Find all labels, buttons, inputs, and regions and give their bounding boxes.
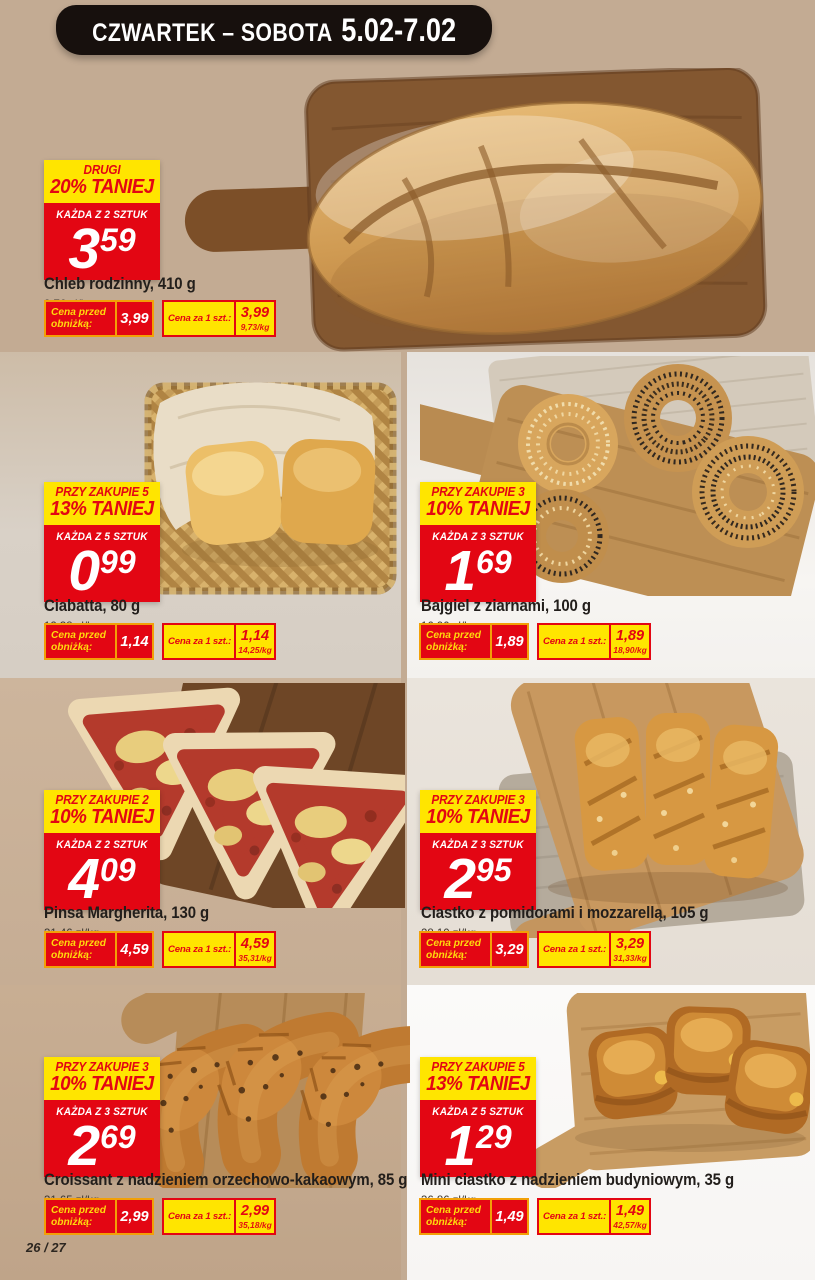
date-banner (56, 5, 492, 55)
badge-price (44, 1100, 160, 1177)
per-item-price: 1,49 (615, 1203, 645, 1219)
promo-badge (420, 482, 536, 602)
old-price-value: 2,99 (120, 1208, 149, 1225)
per-item-unit: 35,18/kg (238, 1219, 272, 1230)
per-item-bar: Cena za 1 szt.: 3,99 9,73/kg (162, 300, 276, 337)
badge-qty: KAŻDA Z 5 SZTUK (432, 1106, 524, 1118)
per-item-price: 3,99 (240, 305, 270, 321)
badge-discount: PRZY ZAKUPIE 5 13% TANIEJ (420, 1057, 536, 1100)
badge-price (420, 833, 536, 910)
badge-price (44, 833, 160, 910)
per-item-unit: 14,25/kg (238, 644, 272, 655)
badge-qty: KAŻDA Z 3 SZTUK (432, 531, 524, 543)
per-item-unit: 31,33/kg (613, 952, 647, 963)
old-price-bar: Cena przed obniżką: 1,89 (419, 623, 529, 660)
old-price-bar: Cena przed obniżką: 3,99 (44, 300, 154, 337)
old-price-value: 3,99 (120, 310, 149, 327)
badge-qty: KAŻDA Z 2 SZTUK (56, 209, 148, 221)
old-price-bar: Cena przed obniżką: 1,14 (44, 623, 154, 660)
old-price-value: 4,59 (120, 941, 149, 958)
old-price-value: 1,49 (495, 1208, 524, 1225)
product-name: Mini ciastko z nadzieniem budyniowym, 35 g (421, 1170, 735, 1189)
badge-qty: KAŻDA Z 3 SZTUK (432, 839, 524, 851)
badge-price (420, 1100, 536, 1177)
badge-qty: KAŻDA Z 2 SZTUK (56, 839, 148, 851)
price-value: 3 59 (68, 217, 136, 281)
badge-discount: PRZY ZAKUPIE 3 10% TANIEJ (44, 1057, 160, 1100)
price-value: 2 69 (68, 1114, 136, 1178)
product-name: Bajgiel z ziarnami, 100 g (421, 596, 591, 615)
product-name: Croissant z nadzieniem orzechowo-kakaowym, 85 g (44, 1170, 408, 1189)
badge-qty: KAŻDA Z 5 SZTUK (56, 531, 148, 543)
per-item-bar: Cena za 1 szt.: 2,99 35,18/kg (162, 1198, 276, 1235)
price-bars (44, 300, 276, 337)
banner-days: CZWARTEK – SOBOTA (91, 18, 333, 47)
per-item-price: 1,89 (615, 628, 645, 644)
per-item-unit: 42,57/kg (613, 1219, 647, 1230)
price-bars (419, 1198, 651, 1235)
per-item-bar: Cena za 1 szt.: 3,29 31,33/kg (537, 931, 651, 968)
badge-price (420, 525, 536, 602)
badge-discount: PRZY ZAKUPIE 2 10% TANIEJ (44, 790, 160, 833)
per-item-unit: 35,31/kg (238, 952, 272, 963)
promo-badge (44, 1057, 160, 1177)
badge-discount: PRZY ZAKUPIE 3 10% TANIEJ (420, 482, 536, 525)
old-price-value: 1,89 (495, 633, 524, 650)
old-price-bar: Cena przed obniżką: 4,59 (44, 931, 154, 968)
product-photo-ciabatta (130, 358, 405, 603)
badge-discount: DRUGI 20% TANIEJ (44, 160, 160, 203)
price-bars (419, 623, 651, 660)
per-item-price: 3,29 (615, 936, 645, 952)
old-price-bar: Cena przed obniżką: 1,49 (419, 1198, 529, 1235)
promo-badge (420, 1057, 536, 1177)
badge-qty: KAŻDA Z 3 SZTUK (56, 1106, 148, 1118)
banner-dates: 5.02-7.02 (341, 11, 457, 48)
price-value: 1 29 (444, 1114, 512, 1178)
old-price-bar: Cena przed obniżką: 2,99 (44, 1198, 154, 1235)
product-name: Pinsa Margherita, 130 g (44, 903, 210, 922)
price-value: 2 95 (444, 847, 512, 911)
price-bars (44, 1198, 276, 1235)
price-bars (419, 931, 651, 968)
promo-badge (44, 482, 160, 602)
product-photo-mini-pastries (500, 993, 810, 1188)
price-value: 4 09 (68, 847, 136, 911)
per-item-price: 4,59 (240, 936, 270, 952)
price-value: 1 69 (444, 539, 512, 603)
per-item-bar: Cena za 1 szt.: 1,14 14,25/kg (162, 623, 276, 660)
badge-price (44, 525, 160, 602)
promo-badge (420, 790, 536, 910)
product-name: Ciastko z pomidorami i mozzarellą, 105 g (421, 903, 709, 922)
old-price-value: 3,29 (495, 941, 524, 958)
badge-discount: PRZY ZAKUPIE 5 13% TANIEJ (44, 482, 160, 525)
per-item-unit: 9,73/kg (240, 321, 270, 332)
page-number: 26 / 27 (26, 1240, 66, 1255)
per-item-bar: Cena za 1 szt.: 1,89 18,90/kg (537, 623, 651, 660)
per-item-bar: Cena za 1 szt.: 1,49 42,57/kg (537, 1198, 651, 1235)
old-price-bar: Cena przed obniżką: 3,29 (419, 931, 529, 968)
promo-badge (44, 790, 160, 910)
price-bars (44, 623, 276, 660)
per-item-price: 1,14 (240, 628, 270, 644)
per-item-price: 2,99 (240, 1203, 270, 1219)
old-price-value: 1,14 (120, 633, 149, 650)
badge-discount: PRZY ZAKUPIE 3 10% TANIEJ (420, 790, 536, 833)
product-name: Chleb rodzinny, 410 g (44, 274, 196, 293)
product-name: Ciabatta, 80 g (44, 596, 141, 615)
per-item-unit: 18,90/kg (613, 644, 647, 655)
promo-badge (44, 160, 160, 280)
per-item-bar: Cena za 1 szt.: 4,59 35,31/kg (162, 931, 276, 968)
price-value: 0 99 (68, 539, 136, 603)
badge-price (44, 203, 160, 280)
price-bars (44, 931, 276, 968)
